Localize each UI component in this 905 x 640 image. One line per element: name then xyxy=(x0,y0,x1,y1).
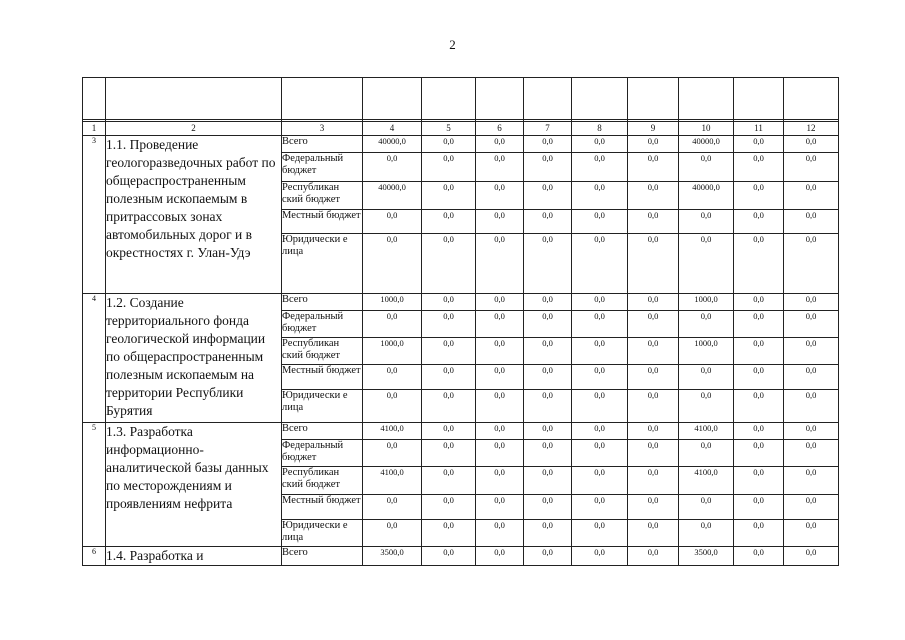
amount-cell: 0,0 xyxy=(476,153,524,182)
amount-cell: 0,0 xyxy=(679,440,734,467)
amount-cell: 0,0 xyxy=(734,547,784,566)
amount-cell: 0,0 xyxy=(476,467,524,495)
amount-cell: 0,0 xyxy=(476,338,524,365)
amount-cell: 0,0 xyxy=(679,365,734,390)
amount-cell: 0,0 xyxy=(524,210,572,234)
activity-name: 1.1. Проведение геологоразведочных работ по общераспространенным полезным ископаемым в притрассовых зонах автомобильных дорог и в окрестностях г. Улан-Удэ xyxy=(106,136,282,294)
amount-cell: 0,0 xyxy=(524,311,572,338)
amount-cell: 0,0 xyxy=(734,210,784,234)
amount-cell: 4100,0 xyxy=(363,467,422,495)
row-number: 3 xyxy=(83,136,106,294)
amount-cell: 0,0 xyxy=(628,210,679,234)
budget-row xyxy=(83,294,839,311)
amount-cell: 0,0 xyxy=(572,440,628,467)
amount-cell: 0,0 xyxy=(572,365,628,390)
amount-cell: 0,0 xyxy=(422,338,476,365)
amount-cell: 0,0 xyxy=(784,338,839,365)
funding-source: Местный бюджет xyxy=(282,210,363,234)
amount-cell: 0,0 xyxy=(422,311,476,338)
amount-cell: 0,0 xyxy=(422,294,476,311)
column-number: 5 xyxy=(422,122,476,136)
amount-cell: 0,0 xyxy=(679,153,734,182)
amount-cell: 0,0 xyxy=(524,182,572,210)
amount-cell: 0,0 xyxy=(784,467,839,495)
row-number: 4 xyxy=(83,294,106,423)
amount-cell: 0,0 xyxy=(476,294,524,311)
amount-cell: 0,0 xyxy=(524,467,572,495)
amount-cell: 0,0 xyxy=(422,210,476,234)
funding-source: Всего xyxy=(282,423,363,440)
amount-cell: 0,0 xyxy=(524,390,572,423)
amount-cell: 0,0 xyxy=(422,365,476,390)
column-number: 6 xyxy=(476,122,524,136)
budget-row xyxy=(83,423,839,440)
amount-cell: 0,0 xyxy=(422,547,476,566)
amount-cell: 0,0 xyxy=(679,495,734,520)
amount-cell: 0,0 xyxy=(363,153,422,182)
amount-cell: 4100,0 xyxy=(679,423,734,440)
amount-cell: 0,0 xyxy=(784,182,839,210)
activity-name: 1.4. Разработка и xyxy=(106,547,282,566)
amount-cell: 0,0 xyxy=(422,467,476,495)
amount-cell: 0,0 xyxy=(572,338,628,365)
amount-cell: 0,0 xyxy=(476,311,524,338)
amount-cell: 0,0 xyxy=(572,153,628,182)
amount-cell: 0,0 xyxy=(476,390,524,423)
amount-cell: 0,0 xyxy=(679,390,734,423)
amount-cell: 0,0 xyxy=(572,136,628,153)
amount-cell: 1000,0 xyxy=(363,338,422,365)
amount-cell: 4100,0 xyxy=(679,467,734,495)
amount-cell: 0,0 xyxy=(572,182,628,210)
amount-cell: 40000,0 xyxy=(679,182,734,210)
amount-cell: 0,0 xyxy=(572,520,628,547)
funding-source: Местный бюджет xyxy=(282,365,363,390)
amount-cell: 0,0 xyxy=(784,294,839,311)
amount-cell: 3500,0 xyxy=(363,547,422,566)
funding-source: Республикан ский бюджет xyxy=(282,182,363,210)
column-number: 2 xyxy=(106,122,282,136)
amount-cell: 0,0 xyxy=(363,495,422,520)
amount-cell: 0,0 xyxy=(734,467,784,495)
amount-cell: 0,0 xyxy=(572,495,628,520)
amount-cell: 0,0 xyxy=(628,495,679,520)
amount-cell: 0,0 xyxy=(524,547,572,566)
amount-cell: 0,0 xyxy=(524,495,572,520)
activity-name: 1.3. Разработка информационно-аналитической базы данных по месторождениям и проявлениям нефрита xyxy=(106,423,282,547)
amount-cell: 0,0 xyxy=(363,234,422,294)
amount-cell: 1000,0 xyxy=(679,294,734,311)
amount-cell: 0,0 xyxy=(572,547,628,566)
amount-cell: 0,0 xyxy=(572,423,628,440)
amount-cell: 0,0 xyxy=(628,423,679,440)
amount-cell: 0,0 xyxy=(628,153,679,182)
column-number: 8 xyxy=(572,122,628,136)
amount-cell: 0,0 xyxy=(572,467,628,495)
amount-cell: 0,0 xyxy=(734,365,784,390)
funding-source: Юридически е лица xyxy=(282,234,363,294)
amount-cell: 0,0 xyxy=(422,520,476,547)
column-number: 4 xyxy=(363,122,422,136)
amount-cell: 0,0 xyxy=(572,294,628,311)
amount-cell: 0,0 xyxy=(734,294,784,311)
amount-cell: 0,0 xyxy=(784,390,839,423)
amount-cell: 0,0 xyxy=(734,390,784,423)
amount-cell: 0,0 xyxy=(628,440,679,467)
amount-cell: 0,0 xyxy=(628,365,679,390)
amount-cell: 0,0 xyxy=(679,311,734,338)
amount-cell: 0,0 xyxy=(363,520,422,547)
amount-cell: 0,0 xyxy=(572,210,628,234)
amount-cell: 0,0 xyxy=(476,440,524,467)
amount-cell: 0,0 xyxy=(476,547,524,566)
amount-cell: 0,0 xyxy=(422,495,476,520)
funding-source: Республикан ский бюджет xyxy=(282,338,363,365)
row-number: 6 xyxy=(83,547,106,566)
amount-cell: 1000,0 xyxy=(363,294,422,311)
amount-cell: 0,0 xyxy=(524,520,572,547)
amount-cell: 0,0 xyxy=(572,390,628,423)
amount-cell: 0,0 xyxy=(734,495,784,520)
funding-source: Федеральный бюджет xyxy=(282,311,363,338)
row-number: 5 xyxy=(83,423,106,547)
amount-cell: 40000,0 xyxy=(363,182,422,210)
amount-cell: 0,0 xyxy=(679,210,734,234)
header-row xyxy=(83,78,839,120)
amount-cell: 0,0 xyxy=(784,547,839,566)
amount-cell: 0,0 xyxy=(784,153,839,182)
funding-source: Всего xyxy=(282,547,363,566)
amount-cell: 0,0 xyxy=(734,234,784,294)
column-number: 1 xyxy=(83,122,106,136)
amount-cell: 0,0 xyxy=(422,234,476,294)
amount-cell: 0,0 xyxy=(734,153,784,182)
amount-cell: 0,0 xyxy=(572,234,628,294)
amount-cell: 0,0 xyxy=(363,210,422,234)
budget-table xyxy=(82,77,839,566)
amount-cell: 0,0 xyxy=(524,153,572,182)
amount-cell: 0,0 xyxy=(679,234,734,294)
amount-cell: 0,0 xyxy=(476,423,524,440)
amount-cell: 0,0 xyxy=(734,520,784,547)
funding-source: Всего xyxy=(282,136,363,153)
amount-cell: 0,0 xyxy=(679,520,734,547)
amount-cell: 0,0 xyxy=(524,365,572,390)
funding-source: Юридически е лица xyxy=(282,520,363,547)
amount-cell: 0,0 xyxy=(628,234,679,294)
amount-cell: 0,0 xyxy=(784,210,839,234)
column-number: 10 xyxy=(679,122,734,136)
amount-cell: 0,0 xyxy=(476,365,524,390)
amount-cell: 0,0 xyxy=(628,136,679,153)
amount-cell: 0,0 xyxy=(524,423,572,440)
amount-cell: 1000,0 xyxy=(679,338,734,365)
amount-cell: 0,0 xyxy=(784,440,839,467)
amount-cell: 0,0 xyxy=(363,365,422,390)
budget-row xyxy=(83,136,839,153)
amount-cell: 0,0 xyxy=(422,153,476,182)
amount-cell: 40000,0 xyxy=(363,136,422,153)
amount-cell: 0,0 xyxy=(363,390,422,423)
amount-cell: 0,0 xyxy=(422,182,476,210)
funding-source: Юридически е лица xyxy=(282,390,363,423)
amount-cell: 0,0 xyxy=(476,234,524,294)
amount-cell: 0,0 xyxy=(476,495,524,520)
amount-cell: 40000,0 xyxy=(679,136,734,153)
funding-source: Всего xyxy=(282,294,363,311)
column-number: 11 xyxy=(734,122,784,136)
column-number: 9 xyxy=(628,122,679,136)
amount-cell: 0,0 xyxy=(628,547,679,566)
amount-cell: 0,0 xyxy=(784,311,839,338)
amount-cell: 0,0 xyxy=(628,294,679,311)
amount-cell: 0,0 xyxy=(422,440,476,467)
amount-cell: 0,0 xyxy=(476,520,524,547)
amount-cell: 0,0 xyxy=(628,338,679,365)
page-number: 2 xyxy=(449,37,456,52)
amount-cell: 0,0 xyxy=(734,423,784,440)
amount-cell: 0,0 xyxy=(628,182,679,210)
amount-cell: 0,0 xyxy=(476,136,524,153)
amount-cell: 0,0 xyxy=(572,311,628,338)
column-number: 7 xyxy=(524,122,572,136)
amount-cell: 0,0 xyxy=(784,520,839,547)
amount-cell: 0,0 xyxy=(734,182,784,210)
amount-cell: 0,0 xyxy=(524,338,572,365)
activity-name: 1.2. Создание территориального фонда геологической информации по общераспространенным полезным ископаемым на территории Республики Бурятия xyxy=(106,294,282,423)
amount-cell: 0,0 xyxy=(363,311,422,338)
amount-cell: 0,0 xyxy=(784,234,839,294)
amount-cell: 0,0 xyxy=(524,136,572,153)
amount-cell: 0,0 xyxy=(628,311,679,338)
amount-cell: 0,0 xyxy=(524,294,572,311)
amount-cell: 0,0 xyxy=(422,390,476,423)
amount-cell: 0,0 xyxy=(734,136,784,153)
amount-cell: 0,0 xyxy=(734,440,784,467)
amount-cell: 0,0 xyxy=(422,136,476,153)
amount-cell: 0,0 xyxy=(524,440,572,467)
amount-cell: 0,0 xyxy=(476,182,524,210)
amount-cell: 0,0 xyxy=(628,390,679,423)
amount-cell: 0,0 xyxy=(784,136,839,153)
funding-source: Местный бюджет xyxy=(282,495,363,520)
funding-source: Федеральный бюджет xyxy=(282,153,363,182)
budget-row xyxy=(83,547,839,566)
funding-source: Республикан ский бюджет xyxy=(282,467,363,495)
amount-cell: 0,0 xyxy=(784,423,839,440)
amount-cell: 0,0 xyxy=(628,467,679,495)
amount-cell: 0,0 xyxy=(734,311,784,338)
amount-cell: 3500,0 xyxy=(679,547,734,566)
column-numbers-row xyxy=(83,122,839,136)
amount-cell: 0,0 xyxy=(628,520,679,547)
amount-cell: 0,0 xyxy=(363,440,422,467)
amount-cell: 0,0 xyxy=(734,338,784,365)
amount-cell: 0,0 xyxy=(784,495,839,520)
amount-cell: 0,0 xyxy=(524,234,572,294)
amount-cell: 0,0 xyxy=(476,210,524,234)
funding-source: Федеральный бюджет xyxy=(282,440,363,467)
column-number: 3 xyxy=(282,122,363,136)
amount-cell: 0,0 xyxy=(784,365,839,390)
amount-cell: 4100,0 xyxy=(363,423,422,440)
column-number: 12 xyxy=(784,122,839,136)
amount-cell: 0,0 xyxy=(422,423,476,440)
